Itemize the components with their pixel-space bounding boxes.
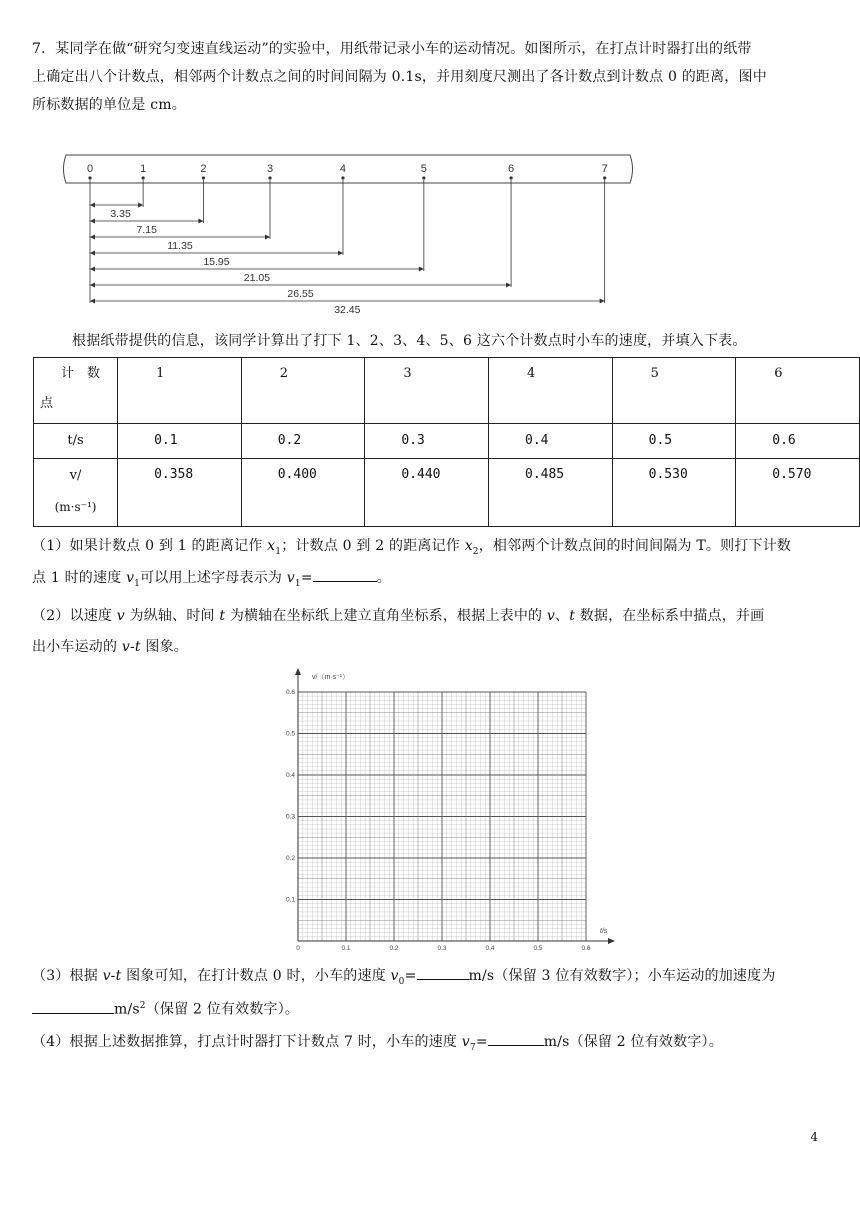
time-cell: 0.4 xyxy=(489,424,613,459)
question-2-line1: （2）以速度 v 为纵轴、时间 t 为横轴在坐标纸上建立直角坐标系，根据上表中的 v、t 数据，在坐标系中描点，并画 xyxy=(32,608,765,624)
paper-tape-figure xyxy=(60,145,635,315)
arrow-head xyxy=(198,219,203,224)
answer-blank-v7[interactable] xyxy=(488,1027,544,1046)
question-1-line1: （1）如果计数点 0 到 1 的距离记作 $x_1$；计数点 0 到 2 的距离记作 $x_2$，相邻两个计数点间的时间间隔为 T。则打下计数 xyxy=(32,538,792,557)
question-intro-line3: 所标数据的单位是 cm。 xyxy=(32,97,186,113)
count-cell: 1 xyxy=(118,358,242,424)
y-tick-label: 0.5 xyxy=(285,730,295,738)
x-axis-label: t/s xyxy=(600,928,608,935)
arrow-head xyxy=(90,251,95,256)
tape-point-label: 5 xyxy=(420,163,427,175)
arrow-head xyxy=(419,267,424,272)
arrow-head xyxy=(90,219,95,224)
question-intro-line2: 上确定出八个计数点，相邻两个计数点之间的时间间隔为 0.1s，并用刻度尺测出了各计数点到计数点 0 的距离，图中 xyxy=(32,69,767,85)
arrow-head xyxy=(338,251,343,256)
distance-label: 15.95 xyxy=(203,256,230,268)
table-intro: 根据纸带提供的信息，该同学计算出了打下 1、2、3、4、5、6 这六个计数点时小车的速度，并填入下表。 xyxy=(72,333,747,349)
distance-label: 7.15 xyxy=(136,224,157,236)
tape-point-label: 7 xyxy=(601,163,608,175)
count-cell: 6 xyxy=(736,358,860,424)
y-tick-label: 0.1 xyxy=(285,896,295,904)
arrow-head xyxy=(90,235,95,240)
question-4: （4）根据上述数据推算，打点计时器打下计数点 7 时，小车的速度 $v_7= m/s$（保留 2 位有效数字）。 xyxy=(32,1027,832,1062)
tape-point-label: 4 xyxy=(339,163,347,175)
time-cell: 0.6 xyxy=(736,424,860,459)
answer-blank-v1[interactable] xyxy=(313,563,377,582)
vt-graph xyxy=(272,666,622,952)
y-tick-label: 0.6 xyxy=(285,689,295,696)
y-tick-label: 0.2 xyxy=(285,855,295,862)
answer-blank-acceleration[interactable] xyxy=(32,995,114,1014)
distance-label: 21.05 xyxy=(243,272,271,284)
time-cell: 0.3 xyxy=(365,424,489,459)
velocity-cell: 0.570 xyxy=(736,459,860,527)
tape-dot xyxy=(202,176,205,179)
velocity-table xyxy=(33,357,860,527)
question-2-line2: 出小车运动的 v-t 图象。 xyxy=(32,639,188,655)
time-cell: 0.2 xyxy=(241,424,365,459)
tape-point-label: 6 xyxy=(508,163,515,175)
header-velocity: v/ (m·s⁻¹) xyxy=(34,459,118,527)
tape-dot xyxy=(268,176,271,179)
page-number: 4 xyxy=(810,1130,818,1144)
x-tick-label: 0.5 xyxy=(533,945,543,952)
x-tick-label: 0.4 xyxy=(485,945,495,952)
distance-label: 3.35 xyxy=(110,208,131,220)
arrow-head xyxy=(90,203,95,208)
tape-dot xyxy=(341,176,344,179)
header-time: t/s xyxy=(34,424,118,459)
arrow-head xyxy=(90,283,95,288)
header-count: 计 数 点 xyxy=(34,358,118,424)
x-tick-label: 0 xyxy=(296,945,300,952)
count-cell: 5 xyxy=(612,358,736,424)
distance-label: 32.45 xyxy=(334,304,361,315)
distance-label: 26.55 xyxy=(287,288,314,300)
distance-label: 11.35 xyxy=(167,240,193,252)
velocity-cell: 0.530 xyxy=(612,459,736,527)
x-tick-label: 0.2 xyxy=(389,945,399,952)
tape-point-label: 1 xyxy=(140,163,147,175)
x-tick-label: 0.1 xyxy=(341,945,351,952)
tape-dot xyxy=(88,176,91,179)
table-row xyxy=(34,358,860,424)
table-row xyxy=(34,459,860,527)
answer-blank-v0[interactable] xyxy=(417,961,469,980)
question-1-line2: 点 1 时的速度 $v_1$可以用上述字母表示为 $v_1=$ 。 xyxy=(32,563,832,598)
question-3-line1: （3）根据 v-t 图象可知，在打计数点 0 时，小车的速度 $v_0= m/s$（保留 3 位有效数字）；小车运动的加速度为 xyxy=(32,961,832,996)
count-cell: 2 xyxy=(241,358,365,424)
question-intro-line1: 7．某同学在做“研究匀变速直线运动”的实验中，用纸带记录小车的运动情况。如图所示，在打点计时器打出的纸带 xyxy=(32,41,752,57)
tape-point-label: 3 xyxy=(266,163,274,175)
x-tick-label: 0.3 xyxy=(437,945,447,952)
time-cell: 0.1 xyxy=(118,424,242,459)
y-axis-label: v/（m·s⁻¹） xyxy=(312,674,350,681)
arrow-head xyxy=(138,203,143,208)
velocity-cell: 0.358 xyxy=(118,459,242,527)
count-cell: 3 xyxy=(365,358,489,424)
arrow-head xyxy=(90,299,95,304)
time-cell: 0.5 xyxy=(612,424,736,459)
count-cell: 4 xyxy=(489,358,613,424)
table-row xyxy=(34,424,860,459)
tape-point-label: 2 xyxy=(200,163,207,175)
y-tick-label: 0.4 xyxy=(285,772,295,779)
tape-dot xyxy=(509,176,512,179)
tape-dot xyxy=(142,176,145,179)
velocity-cell: 0.400 xyxy=(241,459,365,527)
arrow-head xyxy=(506,283,511,288)
tape-dot xyxy=(422,176,425,179)
arrow-head xyxy=(265,235,270,240)
velocity-cell: 0.485 xyxy=(489,459,613,527)
tape-point-label: 0 xyxy=(86,163,94,175)
question-3-line2: $m/s^2$（保留 2 位有效数字）。 xyxy=(32,992,832,1024)
x-tick-label: 0.6 xyxy=(581,945,591,952)
arrow-head xyxy=(600,299,605,304)
arrow-head xyxy=(90,267,95,272)
y-tick-label: 0.3 xyxy=(285,813,295,821)
velocity-cell: 0.440 xyxy=(365,459,489,527)
tape-dot xyxy=(603,176,606,179)
